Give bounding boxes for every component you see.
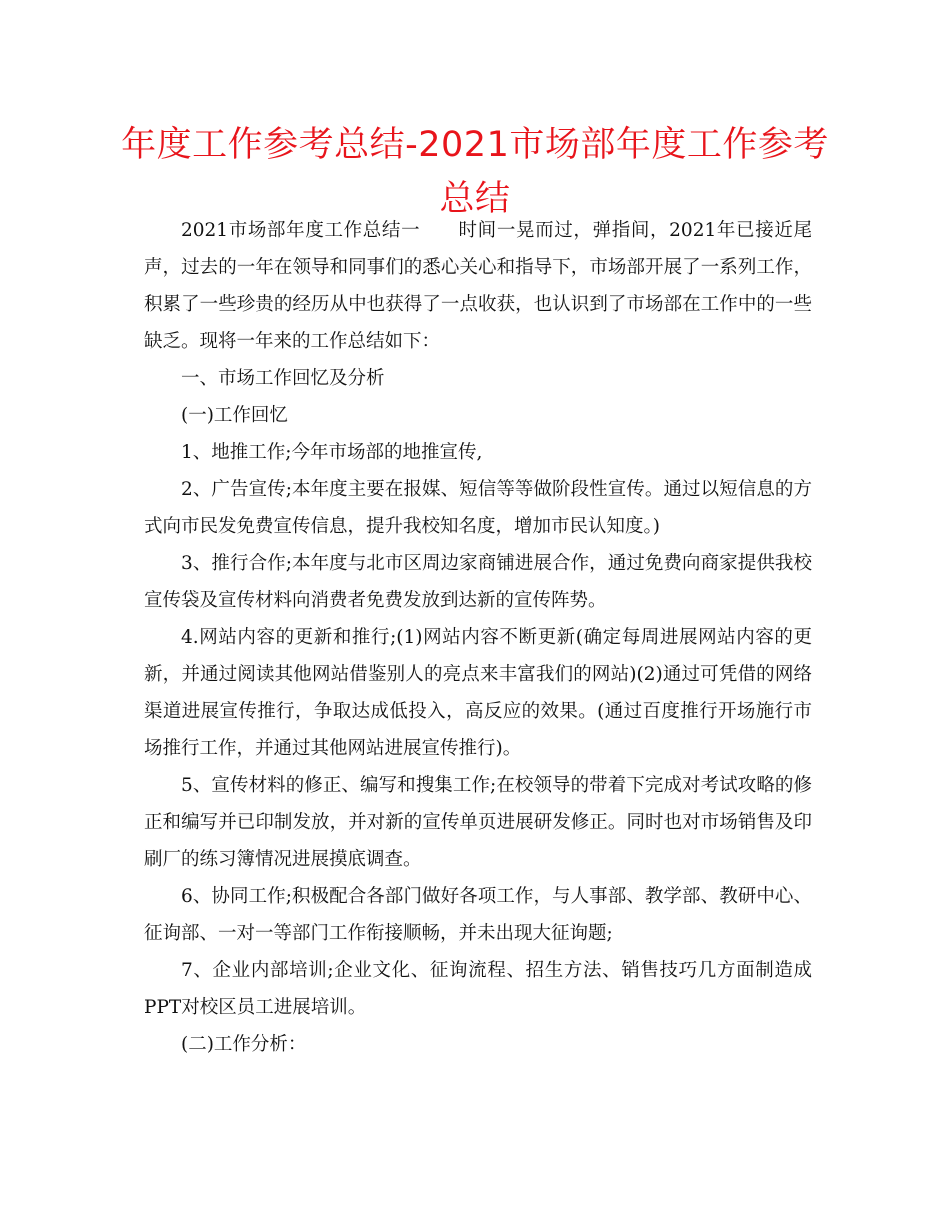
document-title: 年度工作参考总结-2021市场部年度工作参考总结 <box>121 125 829 219</box>
paragraph-item-2: 2、广告宣传;本年度主要在报媒、短信等等做阶段性宣传。通过以短信息的方式向市民发免费宣传信息，提升我校知名度，增加市民认知度。) <box>144 479 812 537</box>
paragraph-item-3: 3、推行合作;本年度与北市区周边家商铺进展合作，通过免费向商家提供我校宣传袋及宣传材料向消费者免费发放到达新的宣传阵势。 <box>144 553 812 611</box>
paragraph-item-4: 4.网站内容的更新和推行;(1)网站内容不断更新(确定每周进展网站内容的更新，并通过阅读其他网站借鉴别人的亮点来丰富我们的网站)(2)通过可凭借的网络渠道进展宣传推行，争取达成低投入，高反应的效果。(通过百度推行开场施行市场推行工作，并通过其他网站进展宣传推行)。 <box>144 627 812 759</box>
paragraph-item-5: 5、宣传材料的修正、编写和搜集工作;在校领导的带着下完成对考试攻略的修正和编写并已印制发放，并对新的宣传单页进展研发修正。同时也对市场销售及印刷厂的练习簿情况进展摸底调查。 <box>144 775 812 870</box>
subheading-work-analysis: (二)工作分析： <box>181 1034 307 1055</box>
paragraph-item-1: 1、地推工作;今年市场部的地推宣传, <box>181 442 483 463</box>
document-body <box>144 212 812 1063</box>
heading-market-review: 一、市场工作回忆及分析 <box>181 368 385 389</box>
subheading-work-review: (一)工作回忆 <box>181 405 288 426</box>
paragraph-intro: 2021市场部年度工作总结一 时间一晃而过，弹指间，2021年已接近尾声，过去的一年在领导和同事们的悉心关心和指导下，市场部开展了一系列工作，积累了一些珍贵的经历从中也获得了一点收获，也认识到了市场部在工作中的一些缺乏。现将一年来的工作总结如下： <box>144 220 812 352</box>
paragraph-item-6: 6、协同工作;积极配合各部门做好各项工作，与人事部、教学部、教研中心、征询部、一对一等部门工作衔接顺畅，并未出现大征询题; <box>144 886 812 944</box>
paragraph-item-7: 7、企业内部培训;企业文化、征询流程、招生方法、销售技巧几方面制造成PPT对校区员工进展培训。 <box>144 960 812 1018</box>
